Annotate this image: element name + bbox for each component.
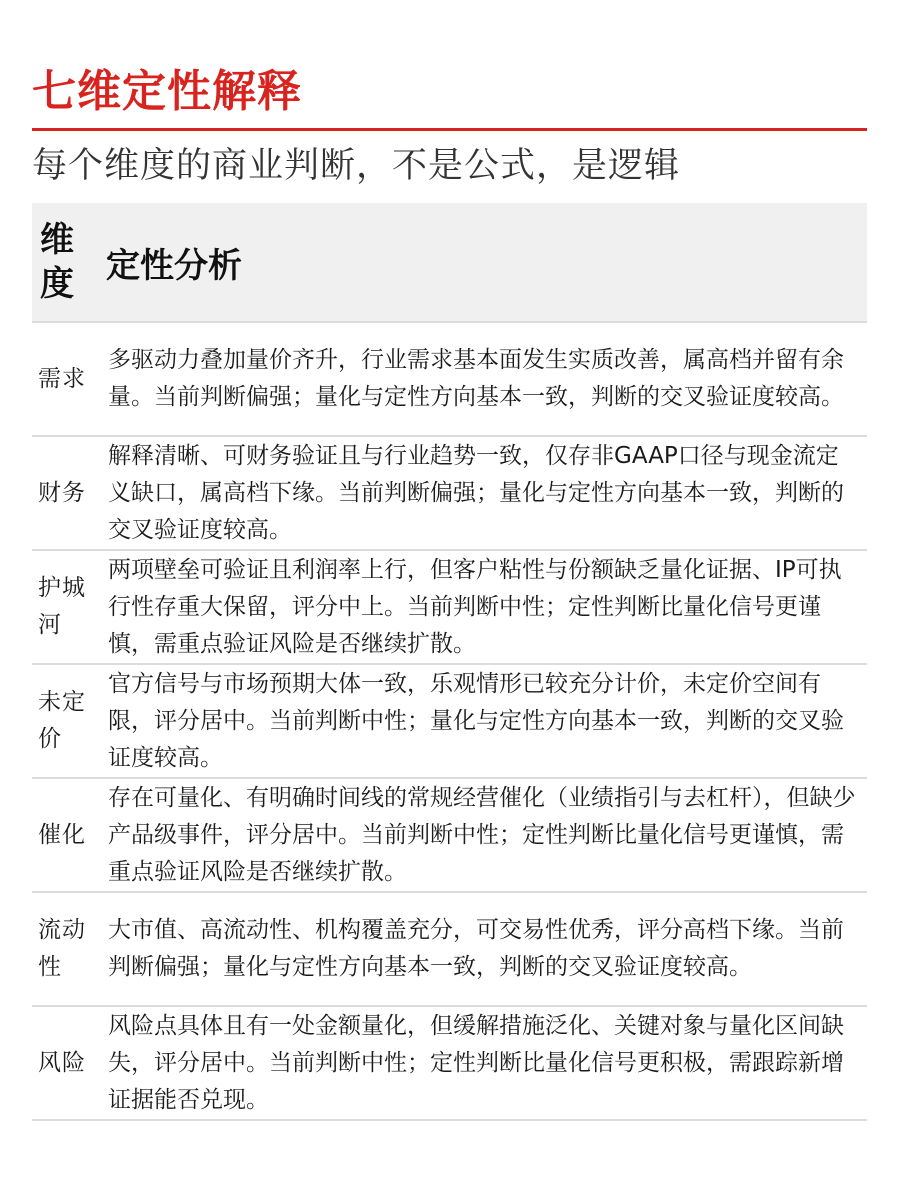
header-analysis: 定性分析 [106, 245, 242, 286]
qualitative-table [32, 203, 867, 1121]
analysis-cell: 大市值、高流动性、机构覆盖充分，可交易性优秀，评分高档下缘。当前判断偏强；量化与定性方向基本一致，判断的交叉验证度较高。 [104, 892, 867, 1006]
title-divider [32, 128, 867, 131]
page-title: 七维定性解释 [32, 66, 302, 117]
analysis-cell: 存在可量化、有明确时间线的常规经营催化（业绩指引与去杠杆），但缺少产品级事件，评分居中。当前判断中性；定性判断比量化信号更谨慎，需重点验证风险是否继续扩散。 [104, 778, 867, 892]
dimension-cell: 催化 [32, 778, 104, 892]
analysis-cell: 多驱动力叠加量价齐升，行业需求基本面发生实质改善，属高档并留有余量。当前判断偏强；量化与定性方向基本一致，判断的交叉验证度较高。 [104, 322, 867, 436]
table-row [32, 322, 867, 436]
table-header-row [32, 203, 867, 322]
dimension-cell: 护城河 [32, 550, 104, 664]
table-header [32, 203, 867, 322]
table-row [32, 778, 867, 892]
analysis-cell: 官方信号与市场预期大体一致，乐观情形已较充分计价，未定价空间有限，评分居中。当前判断中性；量化与定性方向基本一致，判断的交叉验证度较高。 [104, 664, 867, 778]
dimension-cell: 财务 [32, 436, 104, 550]
document-page [32, 0, 867, 1121]
dimension-cell: 风险 [32, 1006, 104, 1120]
table-row [32, 436, 867, 550]
table-row [32, 550, 867, 664]
table-row [32, 1006, 867, 1120]
table-row [32, 892, 867, 1006]
table-row [32, 664, 867, 778]
dimension-cell: 流动性 [32, 892, 104, 1006]
analysis-cell: 解释清晰、可财务验证且与行业趋势一致，仅存非GAAP口径与现金流定义缺口，属高档下缘。当前判断偏强；量化与定性方向基本一致，判断的交叉验证度较高。 [104, 436, 867, 550]
analysis-cell: 两项壁垒可验证且利润率上行，但客户粘性与份额缺乏量化证据、IP可执行性存重大保留，评分中上。当前判断中性；定性判断比量化信号更谨慎，需重点验证风险是否继续扩散。 [104, 550, 867, 664]
dimension-cell: 未定价 [32, 664, 104, 778]
page-subtitle: 每个维度的商业判断，不是公式，是逻辑 [32, 146, 681, 186]
analysis-cell: 风险点具体且有一处金额量化，但缓解措施泛化、关键对象与量化区间缺失，评分居中。当前判断中性；定性判断比量化信号更积极，需跟踪新增证据能否兑现。 [104, 1006, 867, 1120]
table-body [32, 322, 867, 1120]
dimension-cell: 需求 [32, 322, 104, 436]
header-dimension: 维度 [40, 220, 74, 304]
